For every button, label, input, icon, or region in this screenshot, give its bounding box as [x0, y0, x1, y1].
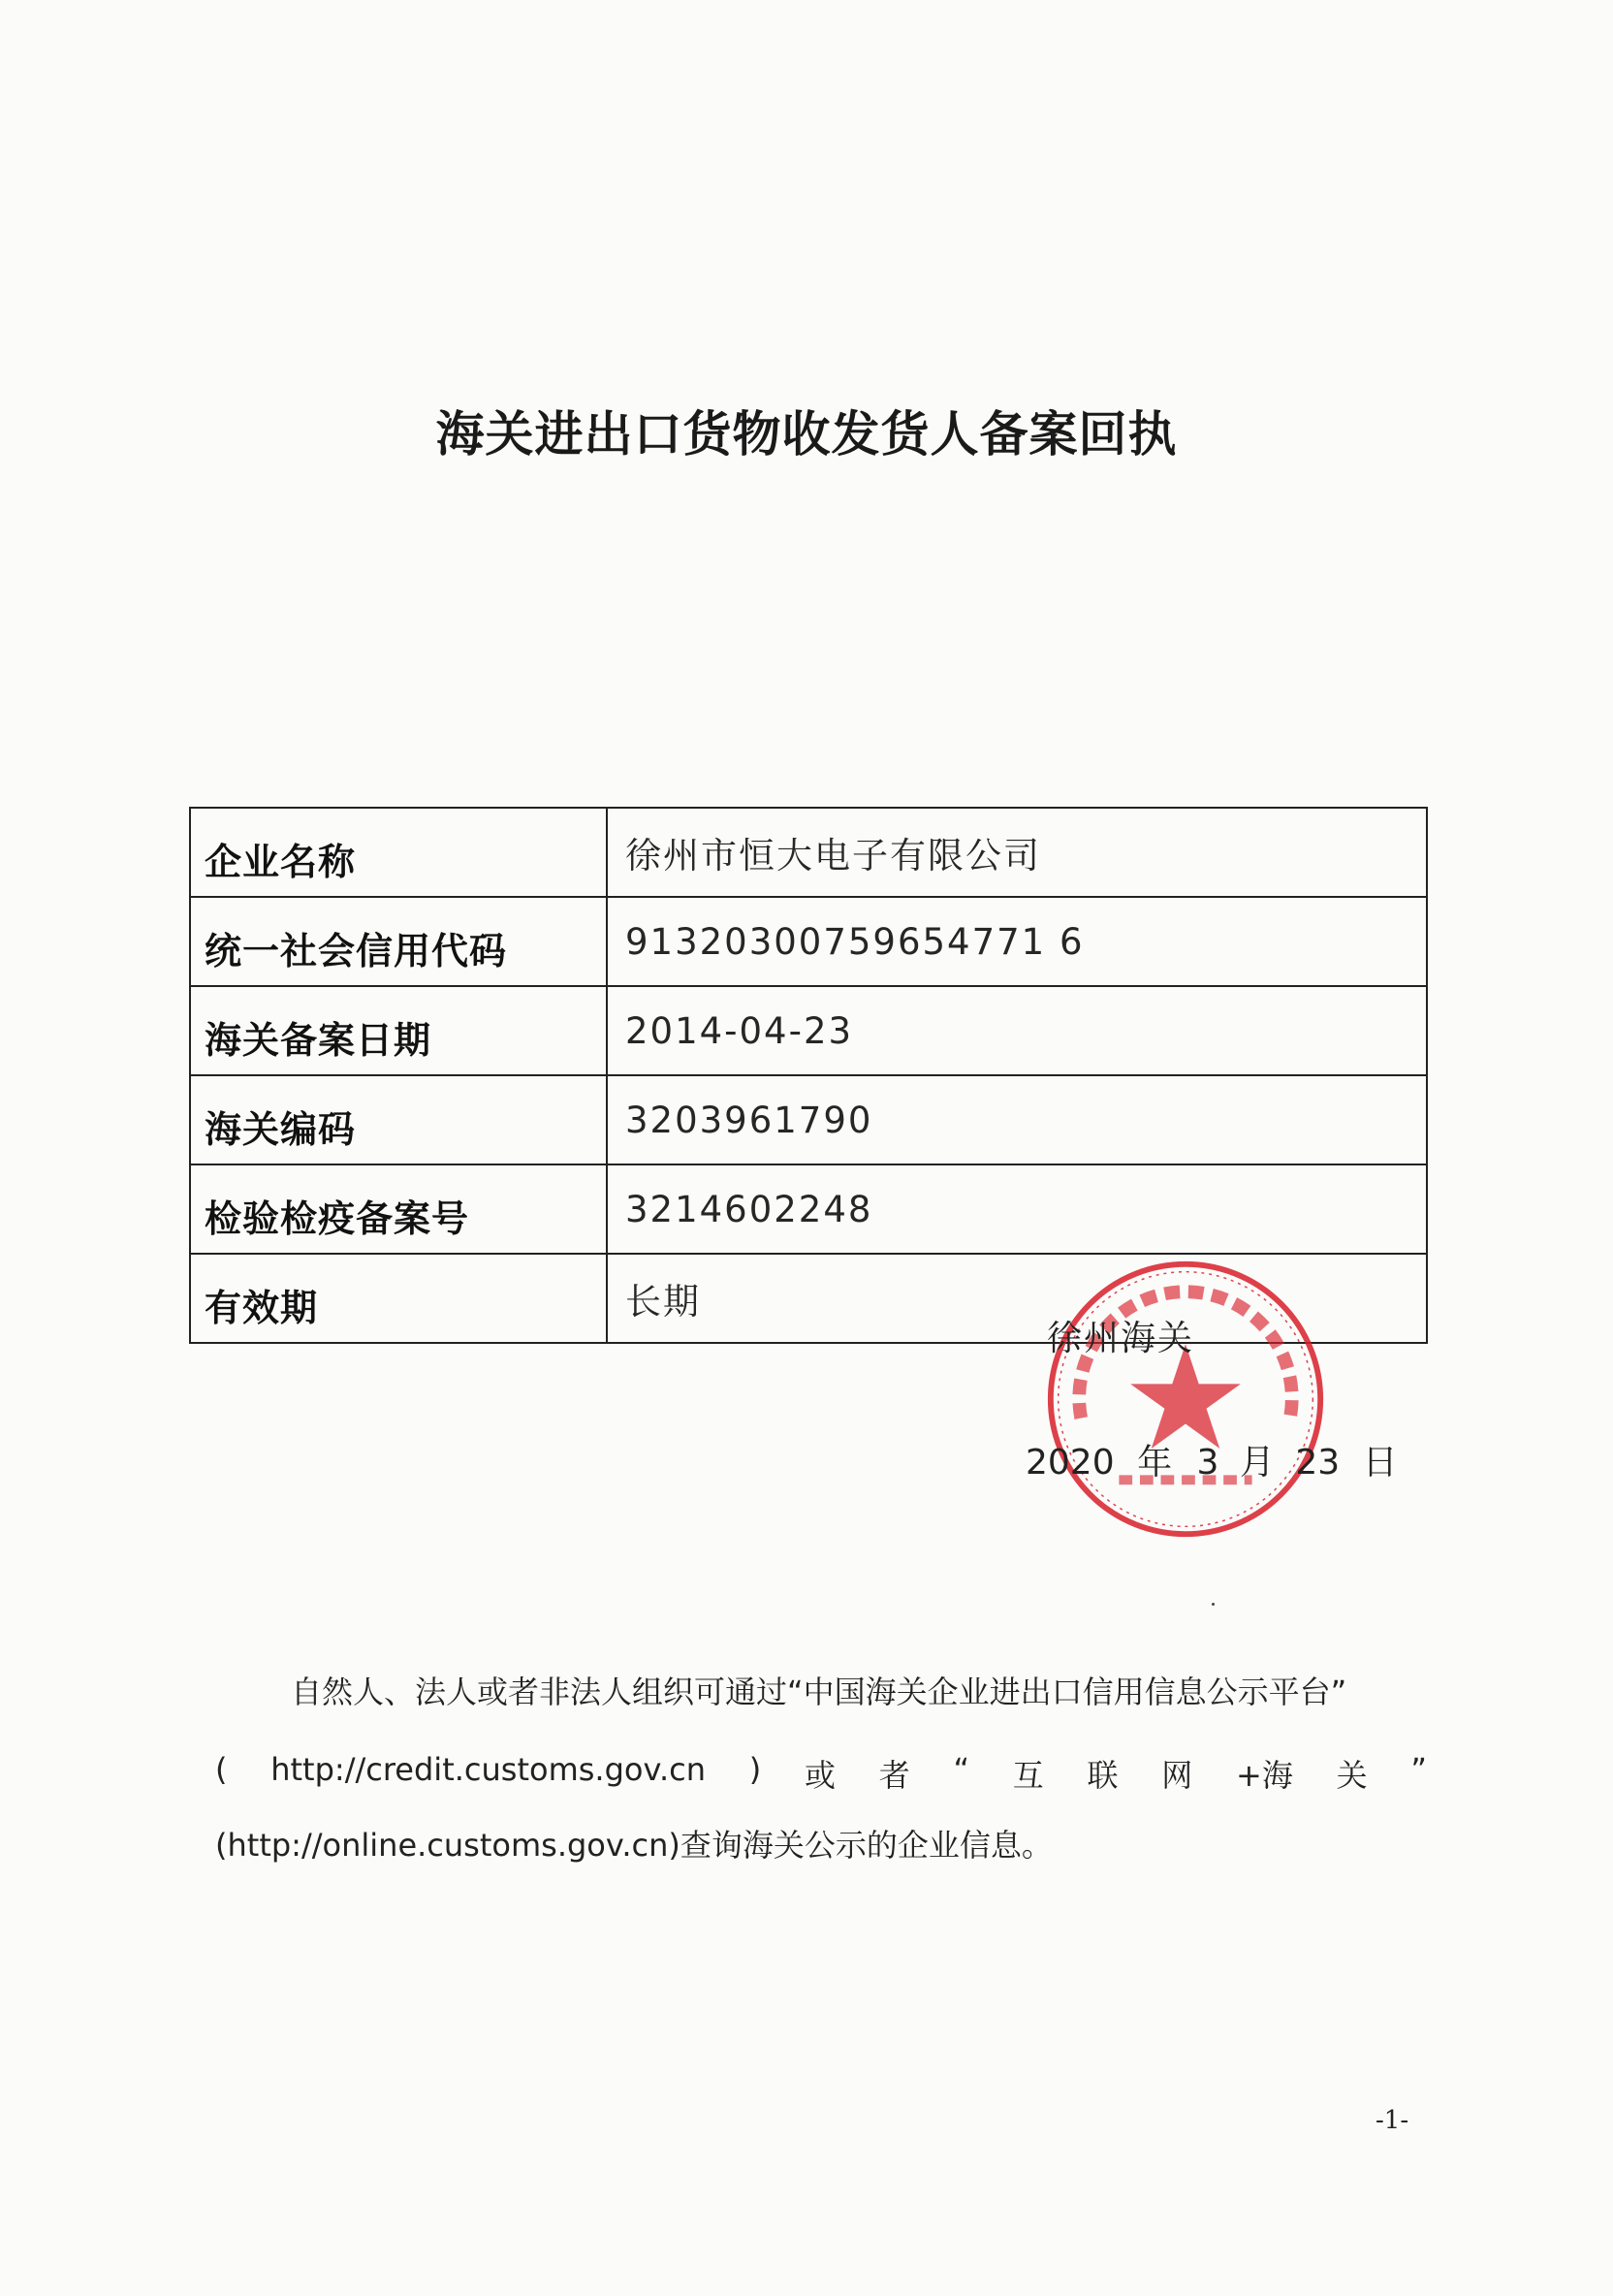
notice-token: 或 — [804, 1757, 836, 1794]
notice-line-3: (http://online.customs.gov.cn)查询海关公示的企业信息。 — [215, 1827, 1053, 1864]
notice-token: +海 — [1236, 1757, 1293, 1794]
notice-token: ( — [215, 1751, 228, 1788]
field-value: 3214602248 — [607, 1164, 1427, 1254]
issuing-authority: 徐州海关 — [1047, 1319, 1195, 1358]
notice-token: “ — [953, 1751, 970, 1788]
notice-token: ) — [748, 1751, 762, 1788]
issue-day-unit: 日 — [1362, 1443, 1398, 1483]
field-label: 海关编码 — [190, 1075, 607, 1164]
table-row — [190, 1075, 1427, 1164]
notice-token: 网 — [1161, 1757, 1193, 1794]
field-value: 长期 — [607, 1254, 1427, 1343]
field-label: 海关备案日期 — [190, 986, 607, 1075]
field-value: 2014-04-23 — [607, 986, 1427, 1075]
page-title: 海关进出口货物收发货人备案回执 — [435, 405, 1178, 462]
official-seal-icon — [1043, 1257, 1328, 1542]
issue-year-unit: 年 — [1137, 1443, 1173, 1483]
issue-date — [1026, 1435, 1398, 1484]
credit-url-link[interactable]: http://credit.customs.gov.cn — [270, 1751, 706, 1788]
issue-month: 3 — [1196, 1443, 1219, 1483]
notice-token: 关 — [1336, 1757, 1368, 1794]
page-number: -1- — [1376, 2106, 1409, 2135]
field-value: 3203961790 — [607, 1075, 1427, 1164]
field-value: 徐州市恒大电子有限公司 — [607, 808, 1427, 897]
notice-token: ” — [1410, 1751, 1427, 1788]
table-row — [190, 1164, 1427, 1254]
notice-token: 者 — [878, 1757, 910, 1794]
field-label: 统一社会信用代码 — [190, 897, 607, 986]
notice-line-1: 自然人、法人或者非法人组织可通过“中国海关企业进出口信用信息公示平台” — [291, 1674, 1347, 1710]
notice-token: 联 — [1087, 1757, 1119, 1794]
table-row — [190, 986, 1427, 1075]
issue-day: 23 — [1295, 1443, 1341, 1483]
issue-month-unit: 月 — [1239, 1443, 1275, 1483]
table-row — [190, 897, 1427, 986]
issue-year: 2020 — [1026, 1443, 1115, 1483]
scan-speck — [1212, 1603, 1215, 1606]
field-value: 91320300759654771 6 — [607, 897, 1427, 986]
notice-line-2 — [215, 1751, 1427, 1796]
field-label: 企业名称 — [190, 808, 607, 897]
field-label: 检验检疫备案号 — [190, 1164, 607, 1254]
table-row — [190, 808, 1427, 897]
field-label: 有效期 — [190, 1254, 607, 1343]
notice-token: 互 — [1012, 1757, 1044, 1794]
